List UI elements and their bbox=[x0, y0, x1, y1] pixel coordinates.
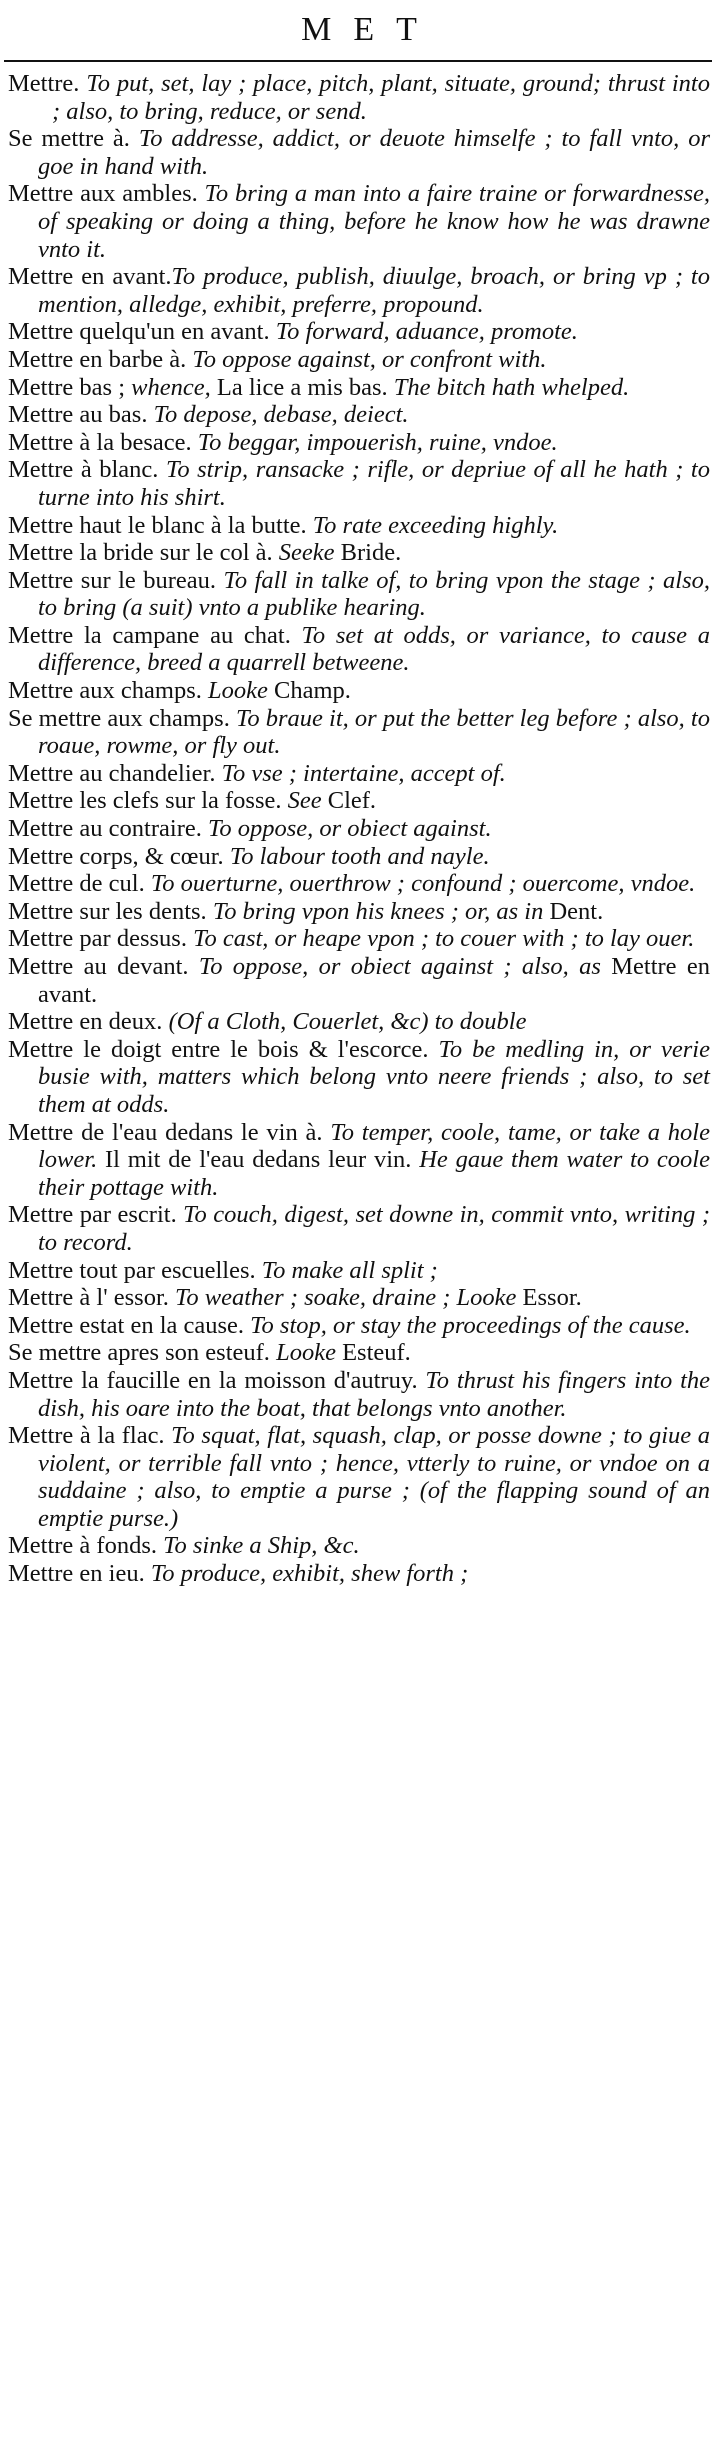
entry-definition: To couch, digest, set downe in, commit vnto, writing ; to record. bbox=[38, 1201, 710, 1256]
entry-definition: To oppose against, or confront with. bbox=[186, 345, 547, 373]
entry-definition: To squat, flat, squash, clap, or posse downe ; to giue a violent, or terrible fall vnto ; hence, vtterly to ruine, or vndoe on a suddaine ; also, to emptie a purse ; (of the flapping sound of an emptie purse.) bbox=[38, 1422, 710, 1532]
entry-headword: Mettre au devant. bbox=[8, 953, 189, 980]
entry-headword: Il mit de l'eau dedans leur vin. bbox=[97, 1146, 412, 1174]
entry-definition: To bring vpon his knees ; or, as in bbox=[206, 897, 550, 925]
dictionary-entry bbox=[8, 815, 710, 843]
entry-definition: The bitch hath whelped. bbox=[387, 373, 630, 401]
entry-definition: Seeke bbox=[272, 539, 341, 567]
dictionary-entry bbox=[8, 539, 710, 567]
entry-definition: To fall in talke of, to bring vpon the stage ; also, to bring (a suit) vnto a publike hearing. bbox=[38, 566, 710, 622]
entry-definition: To forward, aduance, promote. bbox=[269, 318, 578, 346]
entry-definition: To be medling in, or verie busie with, matters which belong vnto neere friends ; also, to set them at odds. bbox=[38, 1035, 710, 1118]
entry-definition: (Of a Cloth, Couerlet, &c) to double bbox=[162, 1008, 527, 1036]
entry-list bbox=[8, 70, 710, 1588]
entry-headword: Mettre tout par escuelles. bbox=[8, 1256, 256, 1284]
entry-headword: Dent. bbox=[549, 897, 604, 925]
dictionary-entry bbox=[8, 429, 710, 457]
dictionary-entry bbox=[8, 622, 710, 677]
entry-headword: Mettre en avant. bbox=[8, 263, 172, 291]
entry-headword: Esteuf. bbox=[342, 1339, 411, 1367]
entry-headword: Mettre bas ; bbox=[8, 373, 126, 401]
dictionary-entry bbox=[8, 1312, 710, 1340]
entry-headword: Mettre haut le blanc à la butte. bbox=[8, 511, 307, 539]
entry-headword: Clef. bbox=[327, 787, 377, 815]
entry-definition: To weather ; soake, draine ; Looke bbox=[168, 1284, 523, 1312]
entry-definition: To stop, or stay the proceedings of the cause. bbox=[244, 1311, 691, 1339]
running-head: MET bbox=[301, 11, 439, 48]
dictionary-entry bbox=[8, 346, 710, 374]
entry-headword: Mettre en deux. bbox=[8, 1008, 163, 1036]
entry-definition: To rate exceeding highly. bbox=[306, 511, 559, 539]
entry-headword: Mettre par escrit. bbox=[8, 1201, 177, 1229]
entry-headword: Mettre par dessus. bbox=[8, 925, 187, 953]
dictionary-entry bbox=[8, 1367, 710, 1422]
entry-definition: To depose, debase, deiect. bbox=[147, 401, 409, 429]
entry-definition: To temper, coole, tame, or take a hole lower. bbox=[38, 1118, 710, 1174]
dictionary-entry bbox=[8, 263, 710, 318]
dictionary-entry bbox=[8, 70, 710, 125]
entry-headword: Mettre à blanc. bbox=[8, 456, 159, 484]
dictionary-entry bbox=[8, 760, 710, 788]
entry-definition: To produce, exhibit, shew forth ; bbox=[144, 1560, 469, 1588]
entry-headword: Mettre en barbe à. bbox=[8, 345, 187, 373]
entry-definition: To braue it, or put the better leg before ; also, to roaue, rowme, or fly out. bbox=[38, 704, 710, 760]
dictionary-entry bbox=[8, 1036, 710, 1119]
dictionary-entry bbox=[8, 677, 710, 705]
entry-headword: Mettre aux champs. bbox=[8, 677, 202, 705]
entry-headword: Mettre sur les dents. bbox=[8, 897, 207, 925]
dictionary-entry bbox=[8, 953, 710, 1008]
entry-headword: Bride. bbox=[340, 539, 402, 567]
entry-definition: To set at odds, or variance, to cause a difference, breed a quarrell betweene. bbox=[38, 621, 710, 677]
dictionary-entry bbox=[8, 1201, 710, 1256]
dictionary-entry bbox=[8, 898, 710, 926]
entry-definition: To cast, or heape vpon ; to couer with ; to lay ouer. bbox=[186, 925, 695, 953]
entry-definition: To beggar, impouerish, ruine, vndoe. bbox=[191, 428, 558, 456]
entry-definition: Looke bbox=[269, 1339, 343, 1367]
entry-headword: Mettre la campane au chat. bbox=[8, 621, 291, 649]
entry-headword: Mettre au contraire. bbox=[8, 815, 202, 843]
dictionary-entry bbox=[8, 1284, 710, 1312]
dictionary-entry bbox=[8, 1422, 710, 1532]
entry-definition: To vse ; intertaine, accept of. bbox=[215, 759, 506, 787]
entry-definition: To labour tooth and nayle. bbox=[223, 842, 490, 870]
dictionary-entry bbox=[8, 1339, 710, 1367]
entry-definition: See bbox=[281, 787, 328, 815]
entry-headword: Mettre à fonds. bbox=[8, 1532, 157, 1560]
dictionary-entry bbox=[8, 843, 710, 871]
entry-headword: Mettre aux ambles. bbox=[8, 180, 198, 208]
entry-definition: To bring a man into a faire traine or forwardnesse, of speaking or doing a thing, before he know how he was drawne vnto it. bbox=[38, 180, 710, 263]
entry-definition: To thrust his fingers into the dish, his oare into the boat, that belongs vnto another. bbox=[38, 1366, 710, 1422]
entry-definition: To strip, ransacke ; rifle, or depriue of all he hath ; to turne into his shirt. bbox=[38, 456, 710, 511]
header-rule bbox=[4, 60, 712, 62]
dictionary-entry bbox=[8, 925, 710, 953]
entry-headword: Mettre au chandelier. bbox=[8, 759, 216, 787]
dictionary-entry bbox=[8, 374, 710, 402]
entry-headword: Champ. bbox=[274, 677, 351, 705]
entry-headword: Mettre sur le bureau. bbox=[8, 566, 217, 594]
dictionary-entry bbox=[8, 870, 710, 898]
entry-headword: Mettre les clefs sur la fosse. bbox=[8, 787, 282, 815]
entry-definition: He gaue them water to coole their pottage with. bbox=[38, 1146, 710, 1201]
dictionary-entry bbox=[8, 1257, 710, 1285]
entry-headword: Se mettre apres son esteuf. bbox=[8, 1339, 270, 1367]
dictionary-entry bbox=[8, 1119, 710, 1202]
entry-headword: Mettre au bas. bbox=[8, 401, 148, 429]
dictionary-entry bbox=[8, 1532, 710, 1560]
entry-definition: Looke bbox=[201, 677, 275, 705]
entry-definition: To oppose, or obiect against ; also, as bbox=[188, 953, 612, 980]
entry-definition: To sinke a Ship, &c. bbox=[157, 1532, 360, 1560]
dictionary-entry bbox=[8, 125, 710, 180]
dictionary-entry bbox=[8, 456, 710, 511]
entry-headword: Mettre le doigt entre le bois & l'escorce. bbox=[8, 1035, 429, 1063]
entry-headword: Mettre à l' essor. bbox=[8, 1284, 169, 1312]
dictionary-entry bbox=[8, 1560, 710, 1588]
entry-headword: Mettre estat en la cause. bbox=[8, 1311, 245, 1339]
dictionary-entry bbox=[8, 318, 710, 346]
entry-definition: To oppose, or obiect against. bbox=[201, 815, 492, 843]
entry-headword: Mettre en ieu. bbox=[8, 1560, 145, 1588]
dictionary-entry bbox=[8, 787, 710, 815]
entry-headword: Mettre à la besace. bbox=[8, 428, 192, 456]
entry-headword: Essor. bbox=[522, 1284, 582, 1312]
entry-headword: Mettre de cul. bbox=[8, 870, 145, 898]
entry-definition: To addresse, addict, or deuote himselfe ; to fall vnto, or goe in hand with. bbox=[38, 125, 711, 180]
entry-definition: To ouerturne, ouerthrow ; confound ; ouercome, vndoe. bbox=[144, 870, 696, 898]
entry-definition: To make all split ; bbox=[255, 1256, 438, 1284]
entry-headword: Mettre la faucille en la moisson d'autruy. bbox=[8, 1366, 418, 1394]
entry-definition: To produce, publish, diuulge, broach, or bring vp ; to mention, alledge, exhibit, preferre, propound. bbox=[38, 263, 710, 318]
entry-headword: Se mettre aux champs. bbox=[8, 704, 230, 732]
dictionary-entry bbox=[8, 1008, 710, 1036]
entry-headword: Mettre à la flac. bbox=[8, 1422, 165, 1450]
dictionary-entry bbox=[8, 512, 710, 540]
entry-headword: Mettre. bbox=[8, 70, 80, 97]
dictionary-entry bbox=[8, 567, 710, 622]
entry-headword: Mettre de l'eau dedans le vin à. bbox=[8, 1118, 323, 1146]
entry-headword: Mettre en avant. bbox=[38, 953, 710, 1008]
dictionary-entry bbox=[8, 401, 710, 429]
dictionary-entry bbox=[8, 705, 710, 760]
entry-headword: Se mettre à. bbox=[8, 125, 130, 153]
dictionary-entry bbox=[8, 180, 710, 263]
entry-definition: whence, bbox=[125, 373, 217, 401]
entry-headword: Mettre la bride sur le col à. bbox=[8, 539, 273, 567]
entry-definition: To put, set, lay ; place, pitch, plant, situate, ground; thrust into ; also, to bring, reduce, or send. bbox=[52, 70, 710, 125]
entry-headword: Mettre quelqu'un en avant. bbox=[8, 318, 270, 346]
entry-headword: Mettre corps, & cœur. bbox=[8, 842, 224, 870]
entry-headword: La lice a mis bas. bbox=[216, 373, 388, 401]
